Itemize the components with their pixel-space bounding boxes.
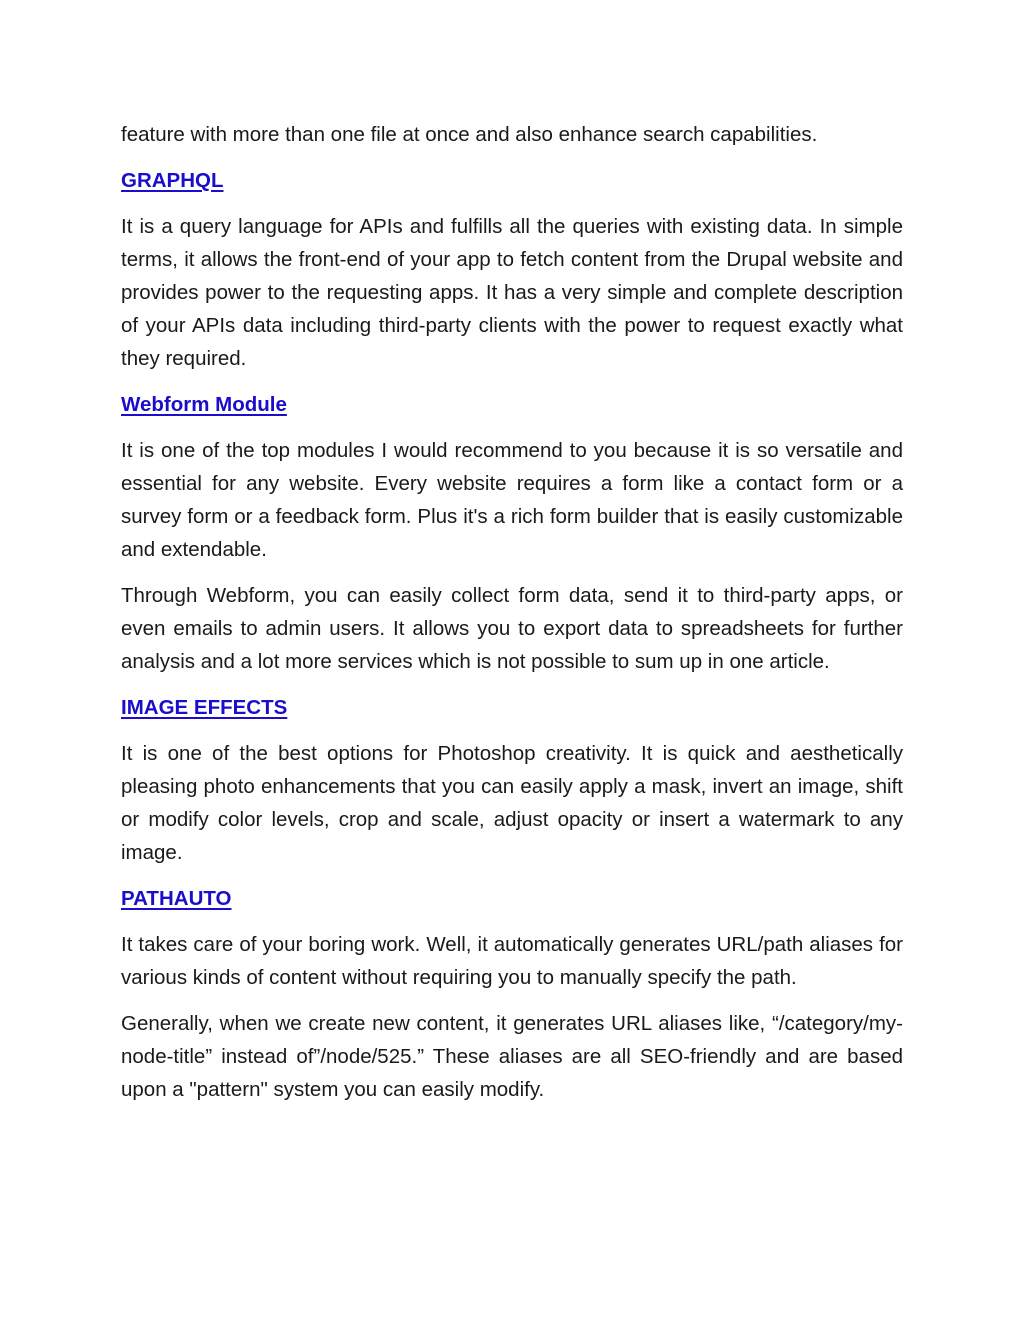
image-effects-heading [121, 691, 903, 724]
pathauto-heading [121, 882, 903, 915]
graphql-heading [121, 164, 903, 197]
pathauto-paragraph-2: Generally, when we create new content, it generates URL aliases like, “/category/my-node-title” instead of”/node/525.” These aliases are all SEO-friendly and are based upon a "pattern" system you can easily modify. [121, 1012, 903, 1101]
intro-paragraph: feature with more than one file at once and also enhance search capabilities. [121, 123, 818, 146]
pathauto-link[interactable]: PATHAUTO [121, 887, 232, 910]
image-effects-paragraph: It is one of the best options for Photoshop creativity. It is quick and aesthetically pleasing photo enhancements that you can easily apply a mask, invert an image, shift or modify color levels, crop and scale, adjust opacity or insert a watermark to any image. [121, 742, 903, 864]
webform-module-heading [121, 388, 903, 421]
image-effects-link[interactable]: IMAGE EFFECTS [121, 696, 288, 719]
webform-paragraph-1: It is one of the top modules I would recommend to you because it is so versatile and essential for any website. Every website requires a form like a contact form or a survey form or a feedback form. Plus it's a rich form builder that is easily customizable and extendable. [121, 439, 903, 561]
graphql-link[interactable]: GRAPHQL [121, 169, 224, 192]
pathauto-paragraph-1: It takes care of your boring work. Well, it automatically generates URL/path aliases for various kinds of content without requiring you to manually specify the path. [121, 933, 903, 989]
graphql-paragraph: It is a query language for APIs and fulfills all the queries with existing data. In simple terms, it allows the front-end of your app to fetch content from the Drupal website and provides power to the requesting apps. It has a very simple and complete description of your APIs data including third-party clients with the power to request exactly what they required. [121, 215, 903, 370]
webform-paragraph-2: Through Webform, you can easily collect form data, send it to third-party apps, or even emails to admin users. It allows you to export data to spreadsheets for further analysis and a lot more services which is not possible to sum up in one article. [121, 584, 903, 673]
webform-module-link[interactable]: Webform Module [121, 393, 287, 416]
document-page [121, 118, 903, 1119]
